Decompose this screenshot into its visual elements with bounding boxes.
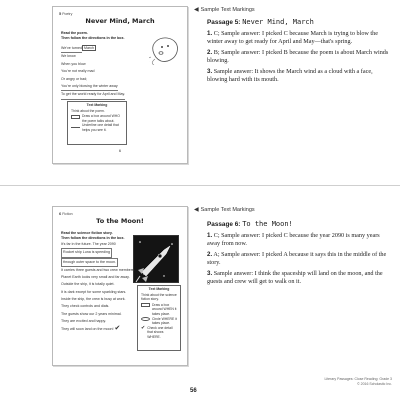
thumb-genre: Fiction <box>62 212 73 216</box>
wind-face-illustration <box>149 35 181 65</box>
text-marking-title: Text Marking <box>148 287 170 291</box>
section-tab-label: ◀ Sample Text Markings <box>194 207 255 213</box>
answer-item: 2. A; Sample answer: I picked A because it says this in the middle of the story. <box>207 251 387 266</box>
instruction-line: Read the science fiction story. <box>61 231 113 235</box>
rocket-illustration <box>133 235 179 283</box>
story-line: Inside the ship, the crew is busy at work. <box>61 297 126 302</box>
text-marking-row: Draw a box around WHO the poem talks about. <box>68 114 126 123</box>
thumb-genre: Poetry <box>62 12 73 16</box>
checkmark-icon: ✔ <box>114 325 121 333</box>
box-icon <box>71 115 80 119</box>
poem-line: To get the world ready for April and May. <box>61 91 125 99</box>
instruction-line: Then follow the directions in the box. <box>61 236 125 240</box>
section-tab-label: ◀ Sample Text Markings <box>194 7 255 13</box>
answer-item: 2. B; Sample answer: I picked B because the poem is about March winds blowing. <box>207 49 389 64</box>
thumb-instructions <box>61 31 125 41</box>
triangle-left-icon: ◀ <box>194 7 199 13</box>
answer-item: 1. C; Sample answer: I picked C because the year 2090 is many years away from now. <box>207 232 380 247</box>
thumb-title: To the Moon! <box>96 217 144 225</box>
answer-item: 1. C; Sample answer: I picked C because March is trying to blow the winter away to get ready for April and May—that's spring. <box>207 30 378 45</box>
page-number: 56 <box>190 388 197 394</box>
story-line: They check controls and dials. <box>61 304 110 309</box>
text-marking-row: ✔ Check one detail that shows WHERE. <box>141 324 173 339</box>
rocket-icon <box>134 236 180 284</box>
instruction-line: Read the poem. <box>61 31 88 35</box>
worksheet-thumbnail-passage-5 <box>52 6 188 164</box>
answer-item: 3. Sample answer: It shows the March wind as a cloud with a face, blowing hard with its mouth. <box>207 68 373 83</box>
text-marking-subtitle: Think about the science fiction story. <box>141 292 177 302</box>
copyright-footer: Literary Passages: Close Reading: Grade 3 © 2016 Scholastic Inc. <box>324 377 392 386</box>
passage-title: Passage 6: To the Moon! <box>207 220 293 228</box>
passage-6-answers <box>207 220 393 290</box>
text-marking-row: Circle WHERE it takes place. <box>138 317 180 326</box>
underline-icon <box>71 124 80 128</box>
answer-item: 3. Sample answer: I think the spaceship will land on the moon, and the guests and crew will get to walk on it. <box>207 270 383 285</box>
circle-icon <box>141 317 150 321</box>
poem-line: We know <box>61 54 76 59</box>
thumb-header <box>59 11 72 16</box>
poem-line: You're only blowing the winter away <box>61 83 118 91</box>
passage-title: Passage 5: Never Mind, March <box>207 18 314 26</box>
thumb-number: 6 <box>59 211 62 216</box>
triangle-left-icon: ◀ <box>194 207 199 213</box>
worksheet-thumbnail-passage-6 <box>52 206 188 366</box>
section-divider <box>0 185 400 186</box>
text-marking-title: Text Marking <box>86 103 108 107</box>
poem-line: When you blow <box>61 61 86 66</box>
thumb-header <box>59 211 73 216</box>
thumb-instructions <box>61 231 125 241</box>
text-marking-box <box>67 101 127 145</box>
passage-5-answers <box>207 18 393 88</box>
poem-line: Or angry or bad; <box>61 76 88 81</box>
poem-line: You're not really mad <box>61 69 95 74</box>
thumb-title: Never Mind, March <box>85 17 155 25</box>
story-line: They will soon land on the moon! <box>61 327 114 332</box>
story-line: Rocket ship Luna is speeding <box>61 248 112 257</box>
text-marking-row: Draw a box around WHEN it takes place. <box>138 303 180 317</box>
story-line: Outside the ship, it is totally quiet. <box>61 282 115 287</box>
story-line: It is dark except for some sparkling stars. <box>61 289 127 294</box>
story-line: They are excited and happy. <box>61 318 107 323</box>
story-line: It's far in the future. The year 2090 <box>61 242 116 246</box>
boxed-word: March <box>84 46 94 50</box>
story-line: Planet Earth looks very small and far away. <box>61 275 130 280</box>
text-marking-box <box>137 285 181 351</box>
thumb-page-number: 6 <box>119 149 121 153</box>
story-lines <box>61 241 135 334</box>
story-line: It carries three guests and two crew members. <box>61 267 135 272</box>
checkmark-icon: ✔ <box>141 324 146 331</box>
poem-lines: We've turnedMarch We know When you blow You're not really mad Or angry or bad; You're only blowing the winter away To get the world ready for April and May. <box>61 45 125 100</box>
thumb-number: 5 <box>59 11 62 16</box>
box-icon <box>141 303 150 307</box>
text-marking-row: Underline one detail that helps you see it. <box>68 123 126 132</box>
text-marking-subtitle: Think about the poem. <box>71 108 105 113</box>
instruction-line: Then follow the directions in the box. <box>61 36 125 40</box>
story-line: through outer space to the moon. <box>61 258 118 267</box>
story-line: The guests show our 2 years minimal. <box>61 311 122 316</box>
